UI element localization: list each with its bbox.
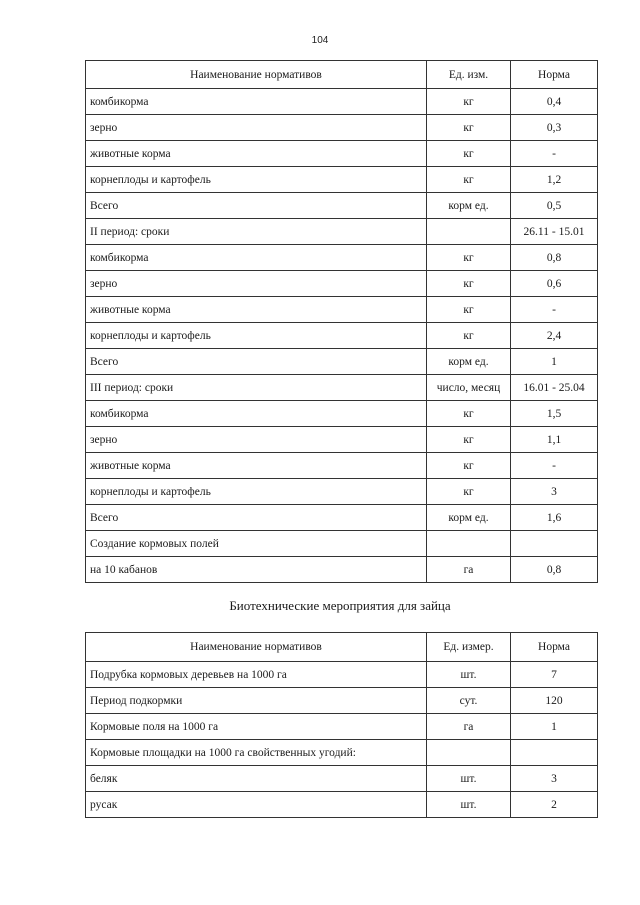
table-row (86, 219, 598, 245)
boar-feeding-norms-table (85, 60, 598, 583)
cell-unit: кг (427, 89, 511, 115)
cell-norm: 26.11 - 15.01 (511, 219, 598, 245)
cell-unit: кг (427, 401, 511, 427)
cell-norm: 1,6 (511, 505, 598, 531)
cell-name: Всего (86, 505, 427, 531)
cell-name: зерно (86, 427, 427, 453)
cell-name: животные корма (86, 453, 427, 479)
table-body (86, 89, 598, 583)
cell-norm (511, 740, 598, 766)
cell-name: животные корма (86, 297, 427, 323)
table-row (86, 323, 598, 349)
cell-norm: 0,4 (511, 89, 598, 115)
cell-unit: шт. (427, 662, 511, 688)
column-header-unit: Ед. измер. (427, 633, 511, 662)
cell-norm: 1 (511, 714, 598, 740)
cell-unit: кг (427, 167, 511, 193)
cell-name: корнеплоды и картофель (86, 479, 427, 505)
cell-name: комбикорма (86, 401, 427, 427)
table-row (86, 245, 598, 271)
table-row (86, 401, 598, 427)
table-row (86, 349, 598, 375)
cell-name: зерно (86, 271, 427, 297)
table-row (86, 271, 598, 297)
cell-unit: корм ед. (427, 349, 511, 375)
cell-norm: 2,4 (511, 323, 598, 349)
cell-name: Кормовые поля на 1000 га (86, 714, 427, 740)
table-row (86, 557, 598, 583)
page-number: 104 (311, 35, 329, 46)
cell-unit: шт. (427, 792, 511, 818)
cell-unit: сут. (427, 688, 511, 714)
table-row (86, 531, 598, 557)
table-row (86, 453, 598, 479)
cell-name: Всего (86, 193, 427, 219)
table-row (86, 141, 598, 167)
cell-unit: кг (427, 297, 511, 323)
cell-norm: 0,3 (511, 115, 598, 141)
cell-unit: кг (427, 141, 511, 167)
cell-unit: кг (427, 115, 511, 141)
cell-name: III период: сроки (86, 375, 427, 401)
cell-unit: кг (427, 245, 511, 271)
cell-name: Подрубка кормовых деревьев на 1000 га (86, 662, 427, 688)
column-header-name: Наименование нормативов (86, 61, 427, 89)
cell-unit: число, месяц (427, 375, 511, 401)
cell-unit: корм ед. (427, 193, 511, 219)
cell-unit (427, 740, 511, 766)
cell-name: корнеплоды и картофель (86, 323, 427, 349)
column-header-norm: Норма (511, 633, 598, 662)
cell-unit: га (427, 557, 511, 583)
cell-norm: 1 (511, 349, 598, 375)
cell-unit: шт. (427, 766, 511, 792)
cell-unit: кг (427, 271, 511, 297)
cell-norm: - (511, 453, 598, 479)
cell-norm: 7 (511, 662, 598, 688)
table-row (86, 297, 598, 323)
cell-name: животные корма (86, 141, 427, 167)
cell-norm: 120 (511, 688, 598, 714)
cell-unit: корм ед. (427, 505, 511, 531)
cell-unit: га (427, 714, 511, 740)
cell-name: II период: сроки (86, 219, 427, 245)
table-header-row (86, 61, 598, 89)
cell-name: Всего (86, 349, 427, 375)
cell-norm: 0,8 (511, 557, 598, 583)
cell-unit: кг (427, 453, 511, 479)
table-body (86, 662, 598, 818)
cell-norm: 0,6 (511, 271, 598, 297)
cell-unit (427, 531, 511, 557)
cell-unit: кг (427, 479, 511, 505)
table-row (86, 766, 598, 792)
table-row (86, 375, 598, 401)
cell-name: русак (86, 792, 427, 818)
table-row (86, 662, 598, 688)
table-row (86, 427, 598, 453)
cell-name: комбикорма (86, 89, 427, 115)
cell-name: на 10 кабанов (86, 557, 427, 583)
cell-name: беляк (86, 766, 427, 792)
table-row (86, 193, 598, 219)
cell-norm: - (511, 297, 598, 323)
cell-norm (511, 531, 598, 557)
cell-norm: 0,5 (511, 193, 598, 219)
table-row (86, 688, 598, 714)
cell-name: корнеплоды и картофель (86, 167, 427, 193)
section-title: Биотехнические мероприятия для зайца (229, 598, 451, 613)
hare-measures-table (85, 632, 598, 818)
cell-name: комбикорма (86, 245, 427, 271)
cell-norm: 3 (511, 766, 598, 792)
cell-norm: 0,8 (511, 245, 598, 271)
cell-name: Кормовые площадки на 1000 га свойственных угодий: (86, 740, 427, 766)
table-row (86, 505, 598, 531)
cell-unit: кг (427, 427, 511, 453)
cell-unit: кг (427, 323, 511, 349)
column-header-norm: Норма (511, 61, 598, 89)
column-header-unit: Ед. изм. (427, 61, 511, 89)
cell-norm: - (511, 141, 598, 167)
table-row (86, 792, 598, 818)
table-row (86, 89, 598, 115)
cell-norm: 1,1 (511, 427, 598, 453)
cell-name: Период подкормки (86, 688, 427, 714)
cell-norm: 1,2 (511, 167, 598, 193)
cell-name: зерно (86, 115, 427, 141)
table-row (86, 714, 598, 740)
cell-norm: 16.01 - 25.04 (511, 375, 598, 401)
cell-norm: 1,5 (511, 401, 598, 427)
table-row (86, 740, 598, 766)
cell-norm: 2 (511, 792, 598, 818)
table-row (86, 167, 598, 193)
cell-name: Создание кормовых полей (86, 531, 427, 557)
table-row (86, 115, 598, 141)
table-row (86, 479, 598, 505)
cell-norm: 3 (511, 479, 598, 505)
cell-unit (427, 219, 511, 245)
column-header-name: Наименование нормативов (86, 633, 427, 662)
table-header-row (86, 633, 598, 662)
